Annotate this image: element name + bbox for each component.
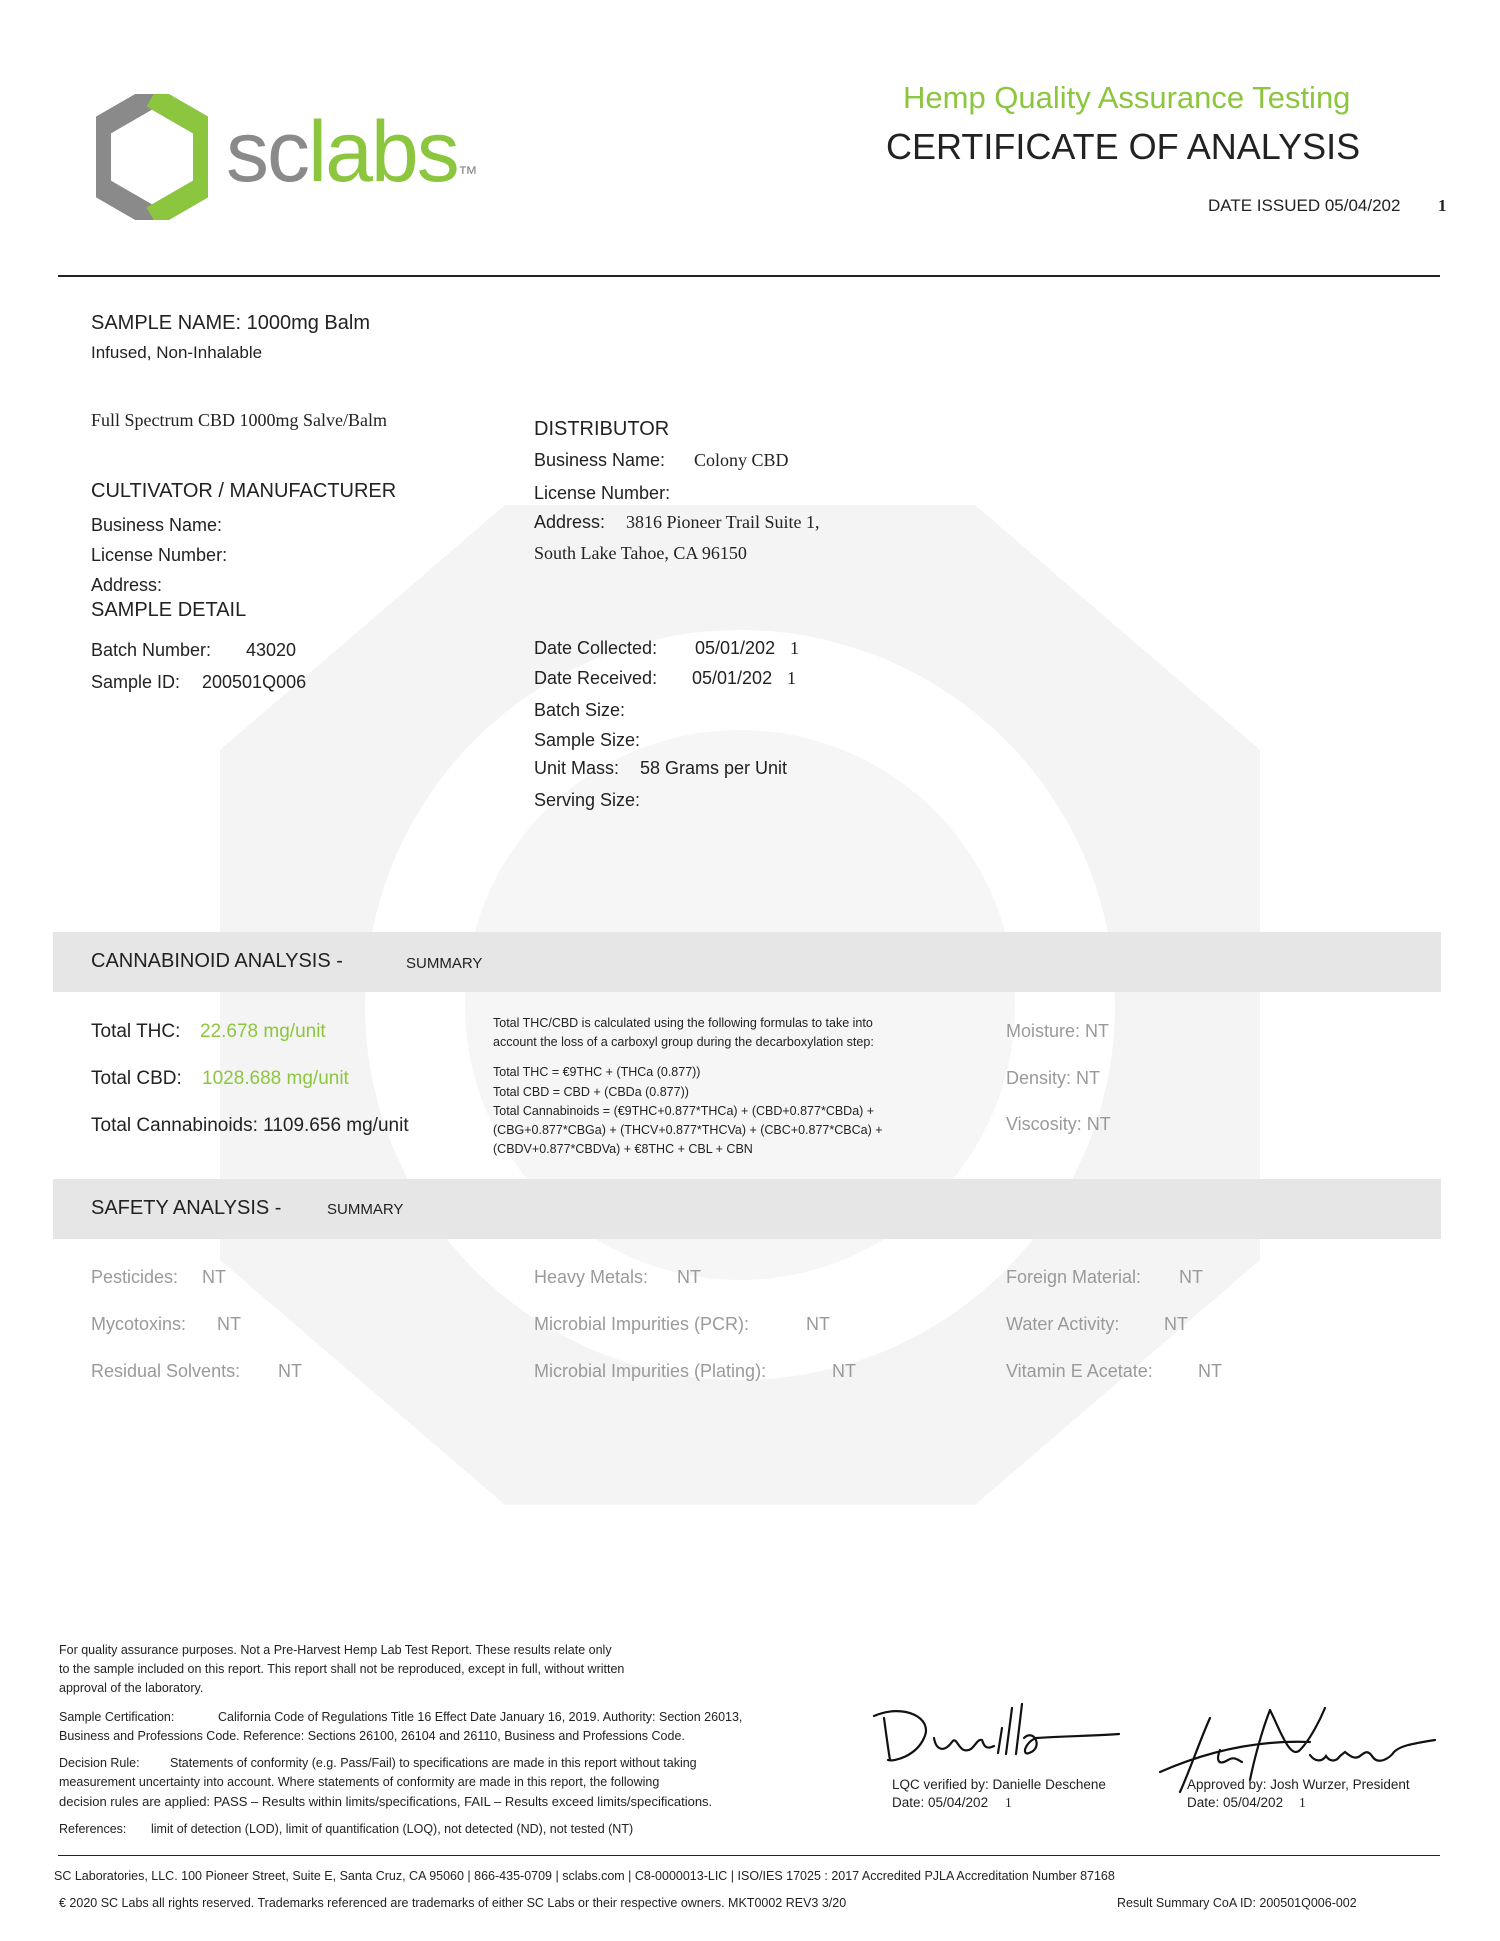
formula-total-line3: (CBDV+0.877*CBDVa) + €8THC + CBL + CBN: [493, 1142, 753, 1156]
approved-date-suffix: 1: [1299, 1795, 1306, 1810]
mycotoxins-label: Mycotoxins:: [91, 1314, 187, 1334]
date-issued-suffix: 1: [1438, 196, 1447, 215]
residual-solvents-label: Residual Solvents:: [91, 1361, 241, 1381]
lqc-date: Date: 05/04/202: [892, 1795, 989, 1810]
sclabs-logo-icon: [96, 94, 208, 220]
formula-total-line2: (CBG+0.877*CBGa) + (THCV+0.877*THCVa) + (CBC+0.877*CBCa) +: [493, 1123, 883, 1137]
decision-rule-label: Decision Rule:: [59, 1756, 140, 1770]
approved-date: Date: 05/04/202: [1187, 1795, 1284, 1810]
formula-intro-line2: account the loss of a carboxyl group during the decarboxylation step:: [493, 1035, 874, 1049]
sample-certification-label: Sample Certification:: [59, 1710, 175, 1724]
sample-description: Full Spectrum CBD 1000mg Salve/Balm: [91, 410, 387, 430]
qa-note-line3: approval of the laboratory.: [59, 1681, 204, 1695]
lqc-signature-image: [864, 1698, 1122, 1768]
date-received-label: Date Received:: [534, 668, 658, 688]
qa-note-line2: to the sample included on this report. This report shall not be reproduced, except in full, without written: [59, 1662, 625, 1676]
header-divider: [58, 275, 1440, 277]
residual-solvents-value: NT: [278, 1361, 302, 1381]
references-text: limit of detection (LOD), limit of quantification (LOQ), not detected (ND), not tested (NT): [151, 1822, 634, 1836]
sample-certification-line1: California Code of Regulations Title 16 Effect Date January 16, 2019. Authority: Section 26013,: [218, 1710, 743, 1724]
pesticides-value: NT: [202, 1267, 226, 1287]
lqc-verified-by: LQC verified by: Danielle Deschene: [892, 1777, 1106, 1792]
safety-heading: SAFETY ANALYSIS -: [91, 1197, 282, 1219]
total-thc-label: Total THC:: [91, 1021, 181, 1042]
logo-text-sc: sc: [226, 104, 308, 200]
footer-coa-id: Result Summary CoA ID: 200501Q006-002: [1117, 1896, 1357, 1910]
vitamin-e-acetate-value: NT: [1198, 1361, 1222, 1381]
microbial-plating-value: NT: [832, 1361, 856, 1381]
cultivator-heading: CULTIVATOR / MANUFACTURER: [91, 480, 397, 502]
total-cbd-value: 1028.688 mg/unit: [202, 1068, 349, 1089]
distributor-address-line1: 3816 Pioneer Trail Suite 1,: [626, 512, 820, 532]
distributor-business-name-label: Business Name:: [534, 450, 666, 470]
cannabinoid-summary-label: SUMMARY: [406, 955, 483, 972]
total-thc-value: 22.678 mg/unit: [200, 1021, 326, 1042]
footer-address: SC Laboratories, LLC. 100 Pioneer Street, Suite E, Santa Cruz, CA 95060 | 866-435-0709 | sclabs.com | C8-0000013-LIC | ISO/IES 17025 : 2017 Accredited PJLA Accreditation Number 87168: [54, 1869, 1115, 1883]
batch-size-label: Batch Size:: [534, 700, 626, 720]
pesticides-label: Pesticides:: [91, 1267, 179, 1287]
foreign-material-value: NT: [1179, 1267, 1203, 1287]
serving-size-label: Serving Size:: [534, 790, 641, 810]
heavy-metals-label: Heavy Metals:: [534, 1267, 649, 1287]
microbial-pcr-value: NT: [806, 1314, 830, 1334]
header-subtitle: Hemp Quality Assurance Testing: [903, 80, 1351, 115]
date-collected-suffix: 1: [790, 638, 799, 658]
distributor-address-line2: South Lake Tahoe, CA 96150: [534, 543, 747, 563]
formula-intro-line1: Total THC/CBD is calculated using the following formulas to take into: [493, 1016, 873, 1030]
sample-type: Infused, Non-Inhalable: [91, 343, 263, 362]
decision-rule-line2: measurement uncertainty into account. Where statements of conformity are made in this report, the following: [59, 1775, 660, 1789]
page-title: CERTIFICATE OF ANALYSIS: [886, 126, 1361, 167]
viscosity: Viscosity: NT: [1006, 1114, 1111, 1134]
date-received: 05/01/202: [692, 668, 773, 688]
date-received-suffix: 1: [787, 668, 796, 688]
distributor-heading: DISTRIBUTOR: [534, 418, 670, 440]
cultivator-business-name-label: Business Name:: [91, 515, 223, 535]
total-cbd-label: Total CBD:: [91, 1068, 182, 1089]
references-label: References:: [59, 1822, 127, 1836]
sample-detail-heading: SAMPLE DETAIL: [91, 599, 247, 621]
formula-total-line1: Total Cannabinoids = (€9THC+0.877*THCa) + (CBD+0.877*CBDa) +: [493, 1104, 875, 1118]
sample-name: SAMPLE NAME: 1000mg Balm: [91, 312, 370, 334]
sample-id: 200501Q006: [202, 672, 307, 692]
vitamin-e-acetate-label: Vitamin E Acetate:: [1006, 1361, 1153, 1381]
decision-rule-line3: decision rules are applied: PASS – Results within limits/specifications, FAIL – Results exceed limits/specifications.: [59, 1794, 713, 1809]
sample-id-label: Sample ID:: [91, 672, 181, 692]
batch-number: 43020: [246, 640, 297, 660]
safety-summary-label: SUMMARY: [327, 1201, 404, 1218]
microbial-pcr-label: Microbial Impurities (PCR):: [534, 1314, 750, 1334]
water-activity-value: NT: [1164, 1314, 1188, 1334]
formula-thc: Total THC = €9THC + (THCa (0.877)): [493, 1065, 701, 1079]
water-activity-label: Water Activity:: [1006, 1314, 1120, 1334]
microbial-plating-label: Microbial Impurities (Plating):: [534, 1361, 767, 1381]
cultivator-license-label: License Number:: [91, 545, 228, 565]
approved-by: Approved by: Josh Wurzer, President: [1187, 1777, 1410, 1792]
date-collected-label: Date Collected:: [534, 638, 658, 658]
footer-copyright: € 2020 SC Labs all rights reserved. Trademarks referenced are trademarks of either SC Labs or their respective owners. MKT0002 REV3 3/20: [59, 1896, 847, 1910]
density: Density: NT: [1006, 1068, 1101, 1088]
logo-tm: ™: [457, 163, 478, 185]
sclabs-logo-text: [226, 102, 478, 202]
lqc-date-suffix: 1: [1005, 1795, 1012, 1810]
distributor-address-label: Address:: [534, 512, 606, 532]
formula-cbd: Total CBD = CBD + (CBDa (0.877)): [493, 1085, 689, 1099]
unit-mass: 58 Grams per Unit: [640, 758, 788, 778]
foreign-material-label: Foreign Material:: [1006, 1267, 1142, 1287]
sample-certification-line2: Business and Professions Code. Reference: Sections 26100, 26104 and 26110, Business and Professions Code.: [59, 1729, 685, 1743]
unit-mass-label: Unit Mass:: [534, 758, 620, 778]
distributor-business-name: Colony CBD: [694, 450, 789, 470]
sample-size-label: Sample Size:: [534, 730, 641, 750]
moisture: Moisture: NT: [1006, 1021, 1110, 1041]
footer-divider: [58, 1855, 1440, 1856]
cultivator-address-label: Address:: [91, 575, 163, 595]
date-issued: DATE ISSUED 05/04/202: [1208, 196, 1401, 215]
distributor-license-label: License Number:: [534, 483, 671, 503]
batch-number-label: Batch Number:: [91, 640, 212, 660]
decision-rule-line1: Statements of conformity (e.g. Pass/Fail) to specifications are made in this report without taking: [170, 1756, 697, 1770]
logo-text-labs: labs: [308, 104, 458, 200]
qa-note-line1: For quality assurance purposes. Not a Pre-Harvest Hemp Lab Test Report. These results relate only: [59, 1643, 612, 1657]
heavy-metals-value: NT: [677, 1267, 701, 1287]
cannabinoid-heading: CANNABINOID ANALYSIS -: [91, 950, 343, 972]
mycotoxins-value: NT: [217, 1314, 241, 1334]
date-collected: 05/01/202: [695, 638, 776, 658]
total-cannabinoids: Total Cannabinoids: 1109.656 mg/unit: [91, 1115, 409, 1136]
